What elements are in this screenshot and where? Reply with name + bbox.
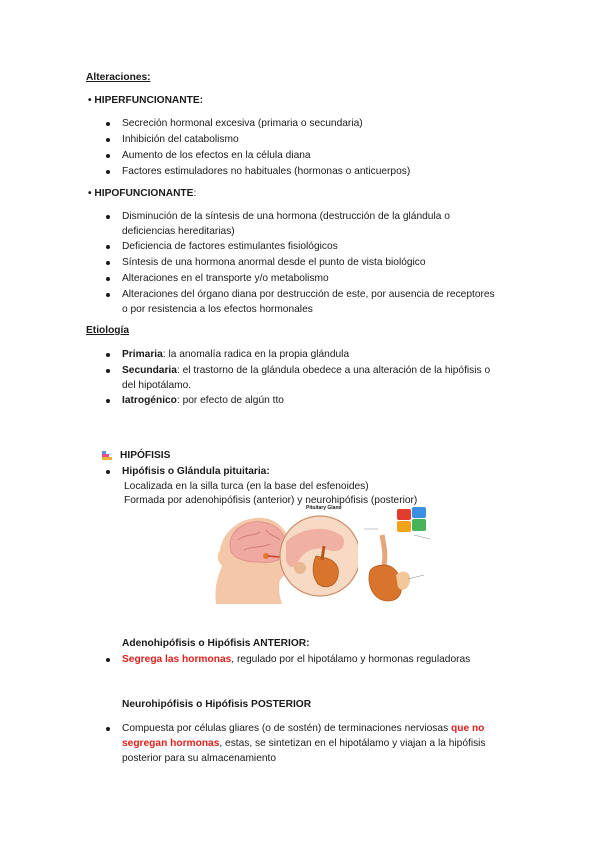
bullet-dot xyxy=(106,293,110,297)
hipo-item-1-cont: deficiencias hereditarias) xyxy=(122,226,235,237)
bullet-dot xyxy=(106,154,110,158)
figure-label: Pituitary Gland xyxy=(306,505,342,511)
bullet-dot xyxy=(106,122,110,126)
pencil-icon xyxy=(101,449,113,461)
bullet-dot xyxy=(106,277,110,281)
bullet-dot xyxy=(106,353,110,357)
bullet-dot xyxy=(106,399,110,403)
etiologia-text: : por efecto de algún tto xyxy=(176,395,284,406)
bullet-dot xyxy=(106,245,110,249)
hipo-item-5: Alteraciones del órgano diana por destrucción de este, por ausencia de receptores xyxy=(122,289,495,300)
etiologia-item-2-cont: del hipotálamo. xyxy=(122,380,192,391)
etiologia-item-1 xyxy=(122,348,349,362)
bullet-dot xyxy=(106,369,110,373)
hipo-item-4: Alteraciones en el transporte y/o metabolismo xyxy=(122,273,329,284)
anterior-item xyxy=(122,653,470,667)
posterior-line-2 xyxy=(122,737,486,751)
etiologia-term: Secundaria xyxy=(122,365,177,376)
bullet-dot xyxy=(106,170,110,174)
hipofisis-subtitle: Hipófisis o Glándula pituitaria: xyxy=(122,466,270,477)
etiologia-text: : el trastorno de la glándula obedece a una alteración de la hipófisis o xyxy=(176,365,491,376)
etiologia-item-2 xyxy=(122,364,490,378)
posterior-line-1 xyxy=(122,722,484,736)
etiologia-heading: Etiología xyxy=(86,325,130,336)
posterior-line-1-red: que no xyxy=(451,723,485,734)
posterior-line-2-text: , estas, se sintetizan en el hipotálamo y viajan a la hipófisis xyxy=(219,738,486,749)
bullet-dot xyxy=(106,658,110,662)
hipo-item-3: Síntesis de una hormona anormal desde el punto de vista biológico xyxy=(122,257,426,268)
bullet-dot xyxy=(106,470,110,474)
hipo-title-row xyxy=(88,187,196,201)
hiper-item-2: Inhibición del catabolismo xyxy=(122,134,239,145)
bullet-dot xyxy=(106,138,110,142)
anterior-red-text: Segrega las hormonas xyxy=(122,654,232,665)
etiologia-term: Iatrogénico xyxy=(122,395,177,406)
hipofisis-line-1: Localizada en la silla turca (en la base del esfenoides) xyxy=(124,481,369,492)
pituitary-diagram xyxy=(362,505,442,605)
anterior-rest-text: , regulado por el hipotálamo y hormonas reguladoras xyxy=(231,654,471,665)
hipofisis-line-2: Formada por adenohipófisis (anterior) y neurohipófisis (posterior) xyxy=(124,495,418,506)
hipo-title: • HIPOFUNCIONANTE xyxy=(88,188,194,199)
posterior-line-2-red: segregan hormonas xyxy=(122,738,220,749)
hipo-item-1: Disminución de la síntesis de una hormona (destrucción de la glándula o xyxy=(122,211,450,222)
hiper-item-3: Aumento de los efectos en la célula diana xyxy=(122,150,311,161)
hipo-title-suffix: : xyxy=(193,188,197,199)
etiologia-term: Primaria xyxy=(122,349,163,360)
hiper-item-4: Factores estimuladores no habituales (hormonas o anticuerpos) xyxy=(122,166,411,177)
bullet-dot xyxy=(106,727,110,731)
etiologia-text: : la anomalía radica en la propia glándula xyxy=(162,349,350,360)
hiper-item-1: Secreción hormonal excesiva (primaria o secundaria) xyxy=(122,118,363,129)
hipo-item-5-cont: o por resistencia a los efectos hormonales xyxy=(122,304,313,315)
alteraciones-heading: Alteraciones: xyxy=(86,72,151,83)
hipo-item-2: Deficiencia de factores estimulantes fisiológicos xyxy=(122,241,338,252)
anterior-title: Adenohipófisis o Hipófisis ANTERIOR: xyxy=(122,638,310,649)
posterior-title: Neurohipófisis o Hipófisis POSTERIOR xyxy=(122,699,312,710)
hipofisis-title: HIPÓFISIS xyxy=(120,450,171,461)
pituitary-head-illustration xyxy=(208,506,358,606)
bullet-dot xyxy=(106,215,110,219)
hiper-title: • HIPERFUNCIONANTE: xyxy=(88,95,204,106)
posterior-line-1-text: Compuesta por células gliares (o de sostén) de terminaciones nerviosas xyxy=(122,723,451,734)
bullet-dot xyxy=(106,261,110,265)
posterior-line-3: posterior para su almacenamiento xyxy=(122,753,277,764)
etiologia-item-3 xyxy=(122,394,284,408)
